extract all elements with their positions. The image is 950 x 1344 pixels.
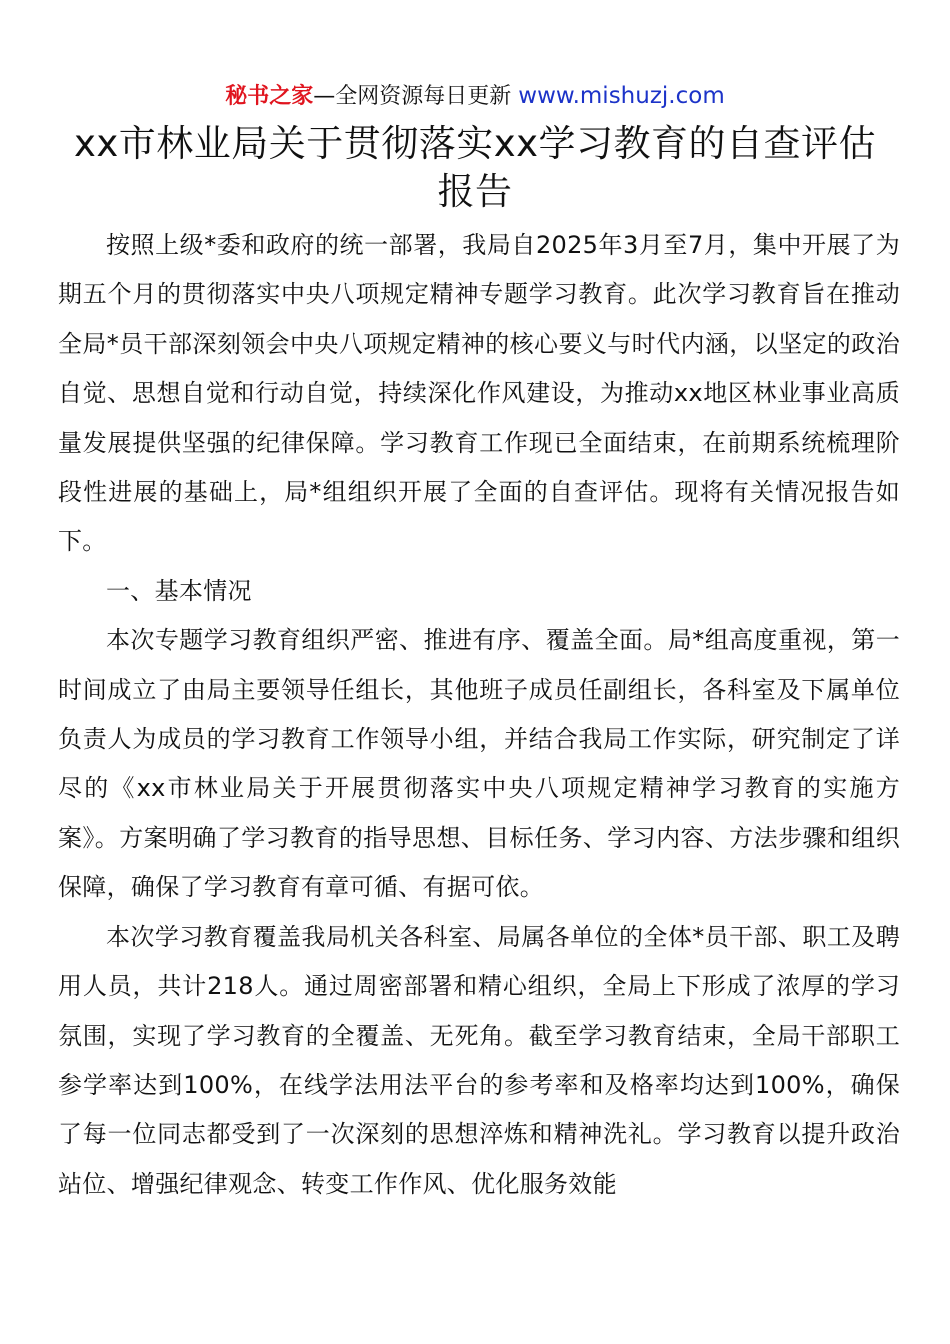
document-body (58, 221, 900, 1209)
body-paragraph: 本次专题学习教育组织严密、推进有序、覆盖全面。局*组高度重视，第一时间成立了由局主要领导任组长，其他班子成员任副组长，各科室及下属单位负责人为成员的学习教育工作领导小组，并结合我局工作实际，研究制定了详尽的《xx市林业局关于开展贯彻落实中央八项规定精神学习教育的实施方案》。方案明确了学习教育的指导思想、目标任务、学习内容、方法步骤和组织保障，确保了学习教育有章可循、有据可依。 (58, 626, 900, 902)
document-title: xx市林业局关于贯彻落实xx学习教育的自查评估报告 (73, 122, 877, 213)
header-brand-name: 秘书之家 (225, 84, 314, 109)
intro-paragraph: 按照上级*委和政府的统一部署，我局自2025年3月至7月，集中开展了为期五个月的贯彻落实中央八项规定精神专题学习教育。此次学习教育旨在推动全局*员干部深刻领会中央八项规定精神的核心要义与时代内涵，以坚定的政治自觉、思想自觉和行动自觉，持续深化作风建设，为推动xx地区林业事业高质量发展提供坚强的纪律保障。学习教育工作现已全面结束，在前期系统梳理阶段性进展的基础上，局*组组织开展了全面的自查评估。现将有关情况报告如下。 (58, 231, 900, 556)
header-tagline: —全网资源每日更新 (313, 84, 519, 109)
section-heading-basic-situation: 一、基本情况 (106, 576, 252, 605)
header-url-link[interactable]: www.mishuzj.com (518, 83, 725, 109)
body-paragraph: 本次学习教育覆盖我局机关各科室、局属各单位的全体*员干部、职工及聘用人员，共计218人。通过周密部署和精心组织，全局上下形成了浓厚的学习氛围，实现了学习教育的全覆盖、无死角。截至学习教育结束，全局干部职工参学率达到100%，在线学法用法平台的参考率和及格率均达到100%，确保了每一位同志都受到了一次深刻的思想淬炼和精神洗礼。学习教育以提升政治站位、增强纪律观念、转变工作作风、优化服务效能 (58, 922, 900, 1198)
site-header (0, 80, 950, 113)
